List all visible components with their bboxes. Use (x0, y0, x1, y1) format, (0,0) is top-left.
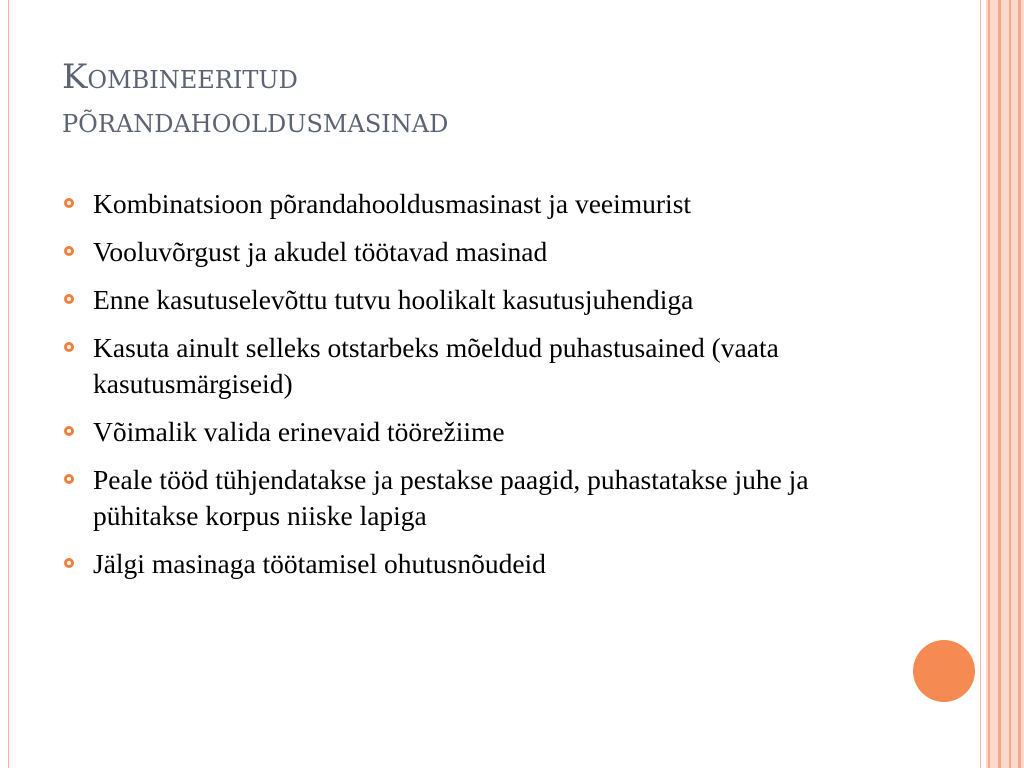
slide-title (62, 55, 942, 143)
bullet-item (64, 330, 824, 402)
bullet-item (64, 414, 824, 450)
right-stripe-line (988, 0, 990, 768)
slide-title-line-2: põrandahooldusmasinad (62, 101, 449, 141)
bullet-item (64, 546, 824, 582)
bullet-list (64, 186, 824, 594)
bullet-text: Peale tööd tühjendatakse ja pestakse paagid, puhastatakse juhe ja pühitakse korpus niiske lapiga (93, 464, 809, 531)
decorative-circle (913, 640, 975, 702)
right-frame-line (980, 0, 981, 768)
bullet-text: Enne kasutuselevõttu tutvu hoolikalt kasutusjuhendiga (93, 284, 694, 315)
circle-bullet-icon (64, 294, 74, 304)
bullet-text: Jälgi masinaga töötamisel ohutusnõudeid (93, 548, 546, 579)
slide-title-line-1: Kombineeritud (62, 57, 298, 97)
bullet-text: Võimalik valida erinevaid töörežiime (93, 416, 505, 447)
bullet-text: Kasuta ainult selleks otstarbeks mõeldud puhastusained (vaata kasutusmärgiseid) (93, 332, 779, 399)
circle-bullet-icon (64, 246, 74, 256)
bullet-item (64, 234, 824, 270)
circle-bullet-icon (64, 474, 74, 484)
bullet-item (64, 462, 824, 534)
right-stripe-line (1018, 0, 1021, 768)
circle-bullet-icon (64, 198, 74, 208)
right-stripe-line (998, 0, 1001, 768)
right-stripe-line (1009, 0, 1011, 768)
circle-bullet-icon (64, 342, 74, 352)
circle-bullet-icon (64, 426, 74, 436)
bullet-item (64, 186, 824, 222)
bullet-text: Vooluvõrgust ja akudel töötavad masinad (93, 236, 548, 267)
left-frame-line (8, 0, 9, 768)
bullet-text: Kombinatsioon põrandahooldusmasinast ja veeimurist (93, 188, 692, 219)
circle-bullet-icon (64, 558, 74, 568)
bullet-item (64, 282, 824, 318)
